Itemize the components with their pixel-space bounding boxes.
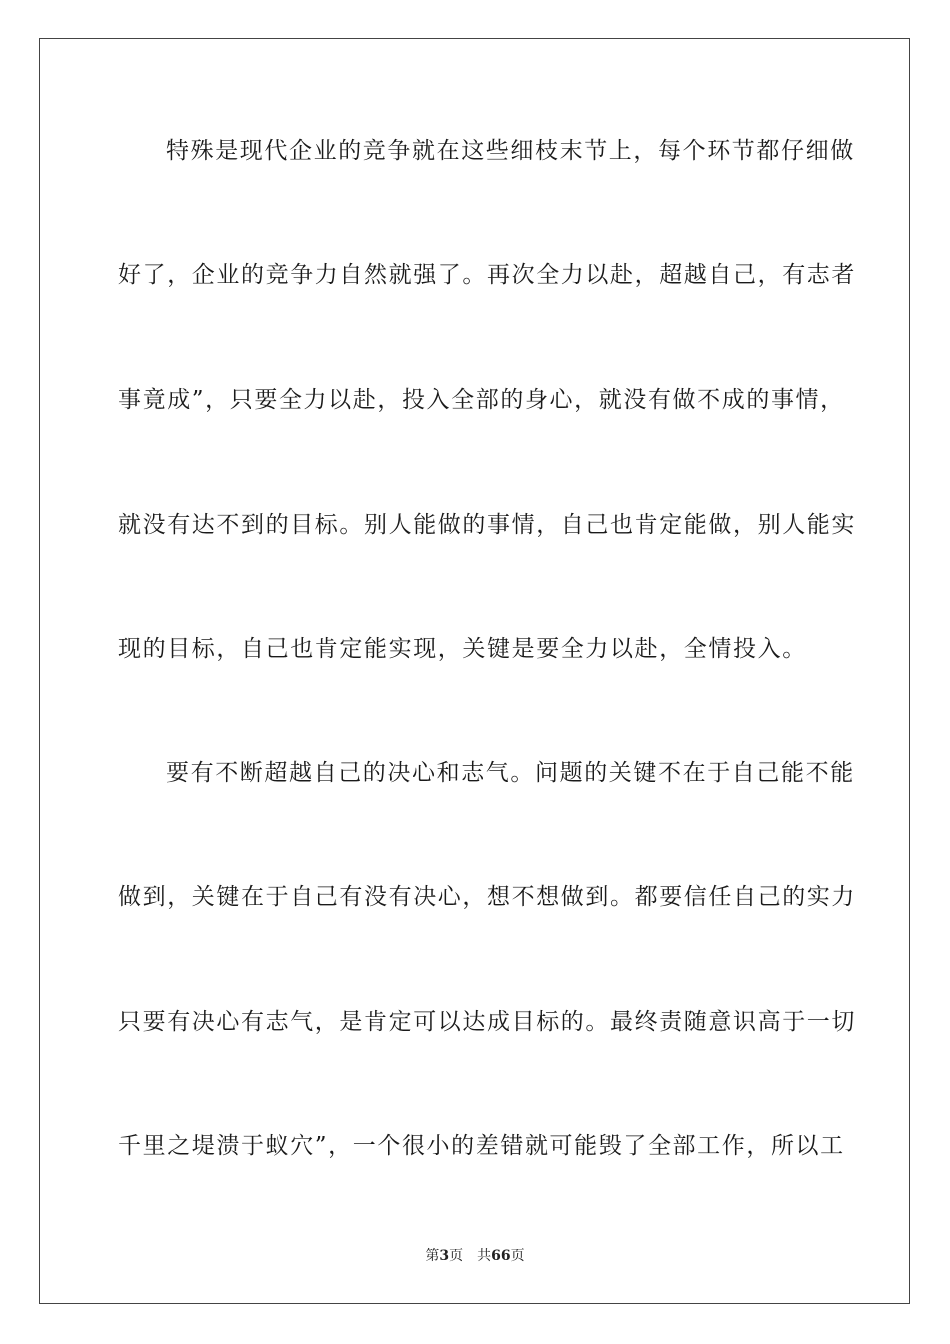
paragraph-line: 只要有决心有志气，是肯定可以达成目标的。最终责随意识高于一切	[118, 1009, 856, 1035]
total-prefix: 共	[477, 1248, 492, 1264]
total-suffix: 页	[510, 1248, 525, 1264]
page-number: 3	[439, 1248, 450, 1264]
paragraph-line: 事竟成”，只要全力以赴，投入全部的身心，就没有做不成的事情，	[118, 387, 845, 413]
paragraph-line: 就没有达不到的目标。别人能做的事情，自己也肯定能做，别人能实	[118, 512, 856, 538]
paragraph-line: 千里之堤溃于蚁穴”，一个很小的差错就可能毁了全部工作，所以工	[118, 1133, 845, 1159]
paragraph-line: 现的目标，自己也肯定能实现，关键是要全力以赴，全情投入。	[118, 636, 807, 662]
page-border	[39, 38, 910, 1304]
page-prefix: 第	[425, 1248, 440, 1264]
paragraph-line: 好了，企业的竞争力自然就强了。再次全力以赴，超越自己，有志者	[118, 262, 856, 288]
paragraph-line: 特殊是现代企业的竞争就在这些细枝末节上，每个环节都仔细做	[166, 138, 855, 164]
paragraph-line: 要有不断超越自己的决心和志气。问题的关键不在于自己能不能	[166, 760, 855, 786]
page-footer	[0, 1247, 950, 1265]
total-pages: 66	[491, 1248, 511, 1264]
page-suffix: 页	[449, 1248, 464, 1264]
paragraph-line: 做到，关键在于自己有没有决心，想不想做到。都要信任自己的实力	[118, 884, 856, 910]
